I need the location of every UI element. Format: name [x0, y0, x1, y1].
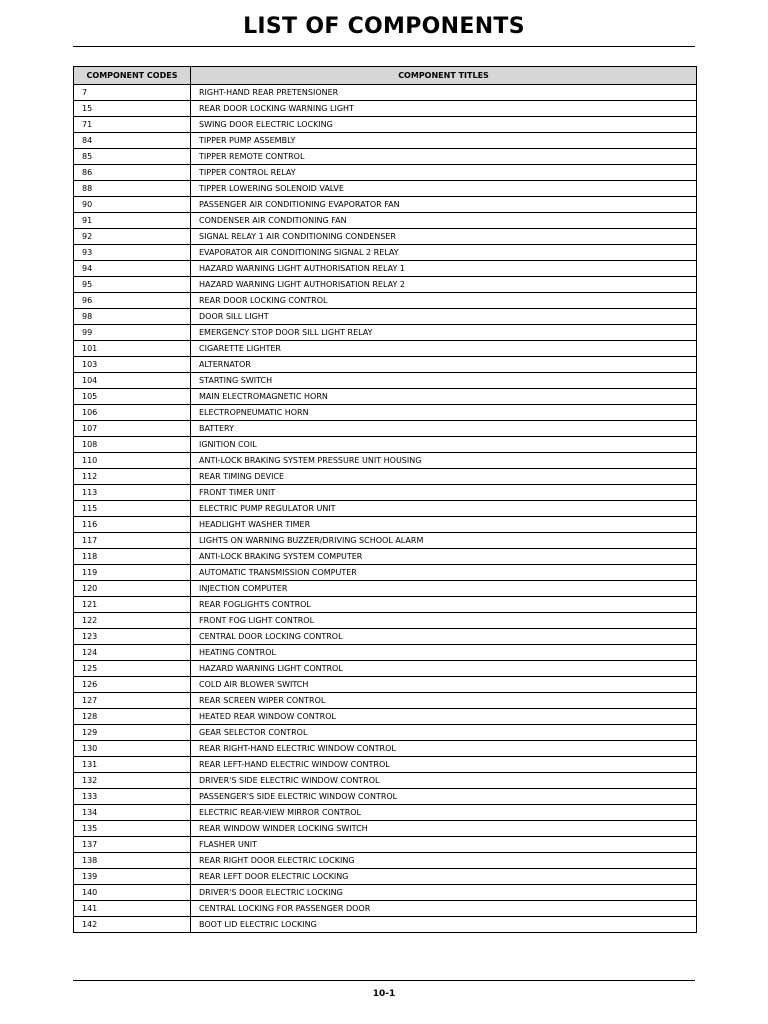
table-row	[74, 357, 697, 373]
components-table	[73, 66, 697, 933]
component-code: 110	[74, 453, 191, 469]
table-row	[74, 293, 697, 309]
component-code: 129	[74, 725, 191, 741]
component-title: GEAR SELECTOR CONTROL	[191, 725, 697, 741]
component-code: 101	[74, 341, 191, 357]
component-code: 105	[74, 389, 191, 405]
component-code: 7	[74, 85, 191, 101]
table-row	[74, 213, 697, 229]
component-title: ANTI-LOCK BRAKING SYSTEM PRESSURE UNIT HOUSING	[191, 453, 697, 469]
table-row	[74, 117, 697, 133]
component-title: REAR WINDOW WINDER LOCKING SWITCH	[191, 821, 697, 837]
component-code: 134	[74, 805, 191, 821]
column-header-titles: COMPONENT TITLES	[191, 67, 697, 85]
component-code: 88	[74, 181, 191, 197]
table-row	[74, 261, 697, 277]
table-row	[74, 549, 697, 565]
table-row	[74, 277, 697, 293]
table-row	[74, 421, 697, 437]
component-title: FRONT TIMER UNIT	[191, 485, 697, 501]
table-row	[74, 773, 697, 789]
table-row	[74, 661, 697, 677]
component-code: 135	[74, 821, 191, 837]
component-code: 140	[74, 885, 191, 901]
component-title: MAIN ELECTROMAGNETIC HORN	[191, 389, 697, 405]
table-body	[74, 85, 697, 933]
component-code: 92	[74, 229, 191, 245]
table-row	[74, 245, 697, 261]
component-code: 71	[74, 117, 191, 133]
component-title: ELECTRIC PUMP REGULATOR UNIT	[191, 501, 697, 517]
component-title: PASSENGER AIR CONDITIONING EVAPORATOR FAN	[191, 197, 697, 213]
table-row	[74, 917, 697, 933]
component-title: REAR RIGHT DOOR ELECTRIC LOCKING	[191, 853, 697, 869]
table-header	[74, 67, 697, 85]
component-title: REAR LEFT-HAND ELECTRIC WINDOW CONTROL	[191, 757, 697, 773]
table-row	[74, 869, 697, 885]
component-title: HEATED REAR WINDOW CONTROL	[191, 709, 697, 725]
component-code: 94	[74, 261, 191, 277]
component-code: 103	[74, 357, 191, 373]
component-title: FLASHER UNIT	[191, 837, 697, 853]
component-title: HAZARD WARNING LIGHT AUTHORISATION RELAY 1	[191, 261, 697, 277]
component-title: REAR SCREEN WIPER CONTROL	[191, 693, 697, 709]
table-row	[74, 757, 697, 773]
component-title: HEADLIGHT WASHER TIMER	[191, 517, 697, 533]
table-row	[74, 101, 697, 117]
component-title: REAR RIGHT-HAND ELECTRIC WINDOW CONTROL	[191, 741, 697, 757]
component-code: 141	[74, 901, 191, 917]
component-code: 96	[74, 293, 191, 309]
page-title: LIST OF COMPONENTS	[243, 14, 525, 39]
table-row	[74, 149, 697, 165]
component-code: 118	[74, 549, 191, 565]
component-code: 123	[74, 629, 191, 645]
table-row	[74, 581, 697, 597]
component-title: REAR DOOR LOCKING WARNING LIGHT	[191, 101, 697, 117]
component-code: 104	[74, 373, 191, 389]
column-header-codes: COMPONENT CODES	[74, 67, 191, 85]
title-divider	[73, 46, 695, 47]
component-title: EMERGENCY STOP DOOR SILL LIGHT RELAY	[191, 325, 697, 341]
table-row	[74, 853, 697, 869]
table-row	[74, 533, 697, 549]
table-row	[74, 341, 697, 357]
component-title: PASSENGER'S SIDE ELECTRIC WINDOW CONTROL	[191, 789, 697, 805]
component-code: 126	[74, 677, 191, 693]
table-row	[74, 373, 697, 389]
component-code: 98	[74, 309, 191, 325]
component-title: FRONT FOG LIGHT CONTROL	[191, 613, 697, 629]
component-code: 131	[74, 757, 191, 773]
table-row	[74, 405, 697, 421]
table-row	[74, 485, 697, 501]
table-row	[74, 709, 697, 725]
component-title: INJECTION COMPUTER	[191, 581, 697, 597]
table-row	[74, 181, 697, 197]
component-title: ALTERNATOR	[191, 357, 697, 373]
component-code: 91	[74, 213, 191, 229]
component-title: REAR FOGLIGHTS CONTROL	[191, 597, 697, 613]
component-title: SWING DOOR ELECTRIC LOCKING	[191, 117, 697, 133]
component-title: DRIVER'S SIDE ELECTRIC WINDOW CONTROL	[191, 773, 697, 789]
component-title: HEATING CONTROL	[191, 645, 697, 661]
component-title: HAZARD WARNING LIGHT CONTROL	[191, 661, 697, 677]
component-code: 124	[74, 645, 191, 661]
table-row	[74, 885, 697, 901]
component-code: 138	[74, 853, 191, 869]
component-title: CONDENSER AIR CONDITIONING FAN	[191, 213, 697, 229]
component-title: DOOR SILL LIGHT	[191, 309, 697, 325]
component-title: HAZARD WARNING LIGHT AUTHORISATION RELAY 2	[191, 277, 697, 293]
component-title: EVAPORATOR AIR CONDITIONING SIGNAL 2 RELAY	[191, 245, 697, 261]
component-title: TIPPER LOWERING SOLENOID VALVE	[191, 181, 697, 197]
component-title: REAR DOOR LOCKING CONTROL	[191, 293, 697, 309]
table-row	[74, 501, 697, 517]
table-row	[74, 565, 697, 581]
component-code: 130	[74, 741, 191, 757]
component-title: REAR LEFT DOOR ELECTRIC LOCKING	[191, 869, 697, 885]
table-row	[74, 629, 697, 645]
component-code: 113	[74, 485, 191, 501]
component-title: RIGHT-HAND REAR PRETENSIONER	[191, 85, 697, 101]
component-code: 85	[74, 149, 191, 165]
component-code: 99	[74, 325, 191, 341]
table-row	[74, 389, 697, 405]
component-code: 139	[74, 869, 191, 885]
table-row	[74, 165, 697, 181]
component-title: SIGNAL RELAY 1 AIR CONDITIONING CONDENSER	[191, 229, 697, 245]
component-code: 137	[74, 837, 191, 853]
component-title: COLD AIR BLOWER SWITCH	[191, 677, 697, 693]
component-title: DRIVER'S DOOR ELECTRIC LOCKING	[191, 885, 697, 901]
table-row	[74, 85, 697, 101]
component-title: STARTING SWITCH	[191, 373, 697, 389]
table-row	[74, 197, 697, 213]
component-code: 125	[74, 661, 191, 677]
table-row	[74, 437, 697, 453]
component-title: ELECTRIC REAR-VIEW MIRROR CONTROL	[191, 805, 697, 821]
component-code: 90	[74, 197, 191, 213]
table-row	[74, 309, 697, 325]
component-title: BATTERY	[191, 421, 697, 437]
component-code: 84	[74, 133, 191, 149]
table-row	[74, 789, 697, 805]
component-code: 127	[74, 693, 191, 709]
table-row	[74, 837, 697, 853]
table-row	[74, 741, 697, 757]
component-title: REAR TIMING DEVICE	[191, 469, 697, 485]
component-code: 116	[74, 517, 191, 533]
component-code: 106	[74, 405, 191, 421]
table-row	[74, 613, 697, 629]
component-title: LIGHTS ON WARNING BUZZER/DRIVING SCHOOL ALARM	[191, 533, 697, 549]
component-title: AUTOMATIC TRANSMISSION COMPUTER	[191, 565, 697, 581]
component-code: 107	[74, 421, 191, 437]
component-code: 112	[74, 469, 191, 485]
component-code: 117	[74, 533, 191, 549]
component-title: TIPPER PUMP ASSEMBLY	[191, 133, 697, 149]
component-code: 120	[74, 581, 191, 597]
page-number: 10-1	[372, 989, 396, 999]
table-header-row	[74, 67, 697, 85]
component-code: 132	[74, 773, 191, 789]
table-row	[74, 229, 697, 245]
component-code: 122	[74, 613, 191, 629]
component-title: TIPPER REMOTE CONTROL	[191, 149, 697, 165]
component-code: 128	[74, 709, 191, 725]
table-row	[74, 133, 697, 149]
component-code: 121	[74, 597, 191, 613]
table-row	[74, 325, 697, 341]
component-title: CENTRAL DOOR LOCKING CONTROL	[191, 629, 697, 645]
table-row	[74, 453, 697, 469]
table-row	[74, 693, 697, 709]
component-code: 108	[74, 437, 191, 453]
component-title: IGNITION COIL	[191, 437, 697, 453]
table-row	[74, 645, 697, 661]
component-code: 93	[74, 245, 191, 261]
table-row	[74, 517, 697, 533]
component-title: ANTI-LOCK BRAKING SYSTEM COMPUTER	[191, 549, 697, 565]
table-row	[74, 821, 697, 837]
table-row	[74, 901, 697, 917]
table-row	[74, 597, 697, 613]
component-code: 119	[74, 565, 191, 581]
footer-divider	[73, 980, 695, 981]
table-row	[74, 725, 697, 741]
component-title: CENTRAL LOCKING FOR PASSENGER DOOR	[191, 901, 697, 917]
component-title: ELECTROPNEUMATIC HORN	[191, 405, 697, 421]
table-row	[74, 677, 697, 693]
component-code: 95	[74, 277, 191, 293]
component-title: TIPPER CONTROL RELAY	[191, 165, 697, 181]
component-code: 86	[74, 165, 191, 181]
component-title: CIGARETTE LIGHTER	[191, 341, 697, 357]
component-code: 115	[74, 501, 191, 517]
component-code: 133	[74, 789, 191, 805]
component-title: BOOT LID ELECTRIC LOCKING	[191, 917, 697, 933]
table-row	[74, 805, 697, 821]
table-row	[74, 469, 697, 485]
component-code: 142	[74, 917, 191, 933]
component-code: 15	[74, 101, 191, 117]
